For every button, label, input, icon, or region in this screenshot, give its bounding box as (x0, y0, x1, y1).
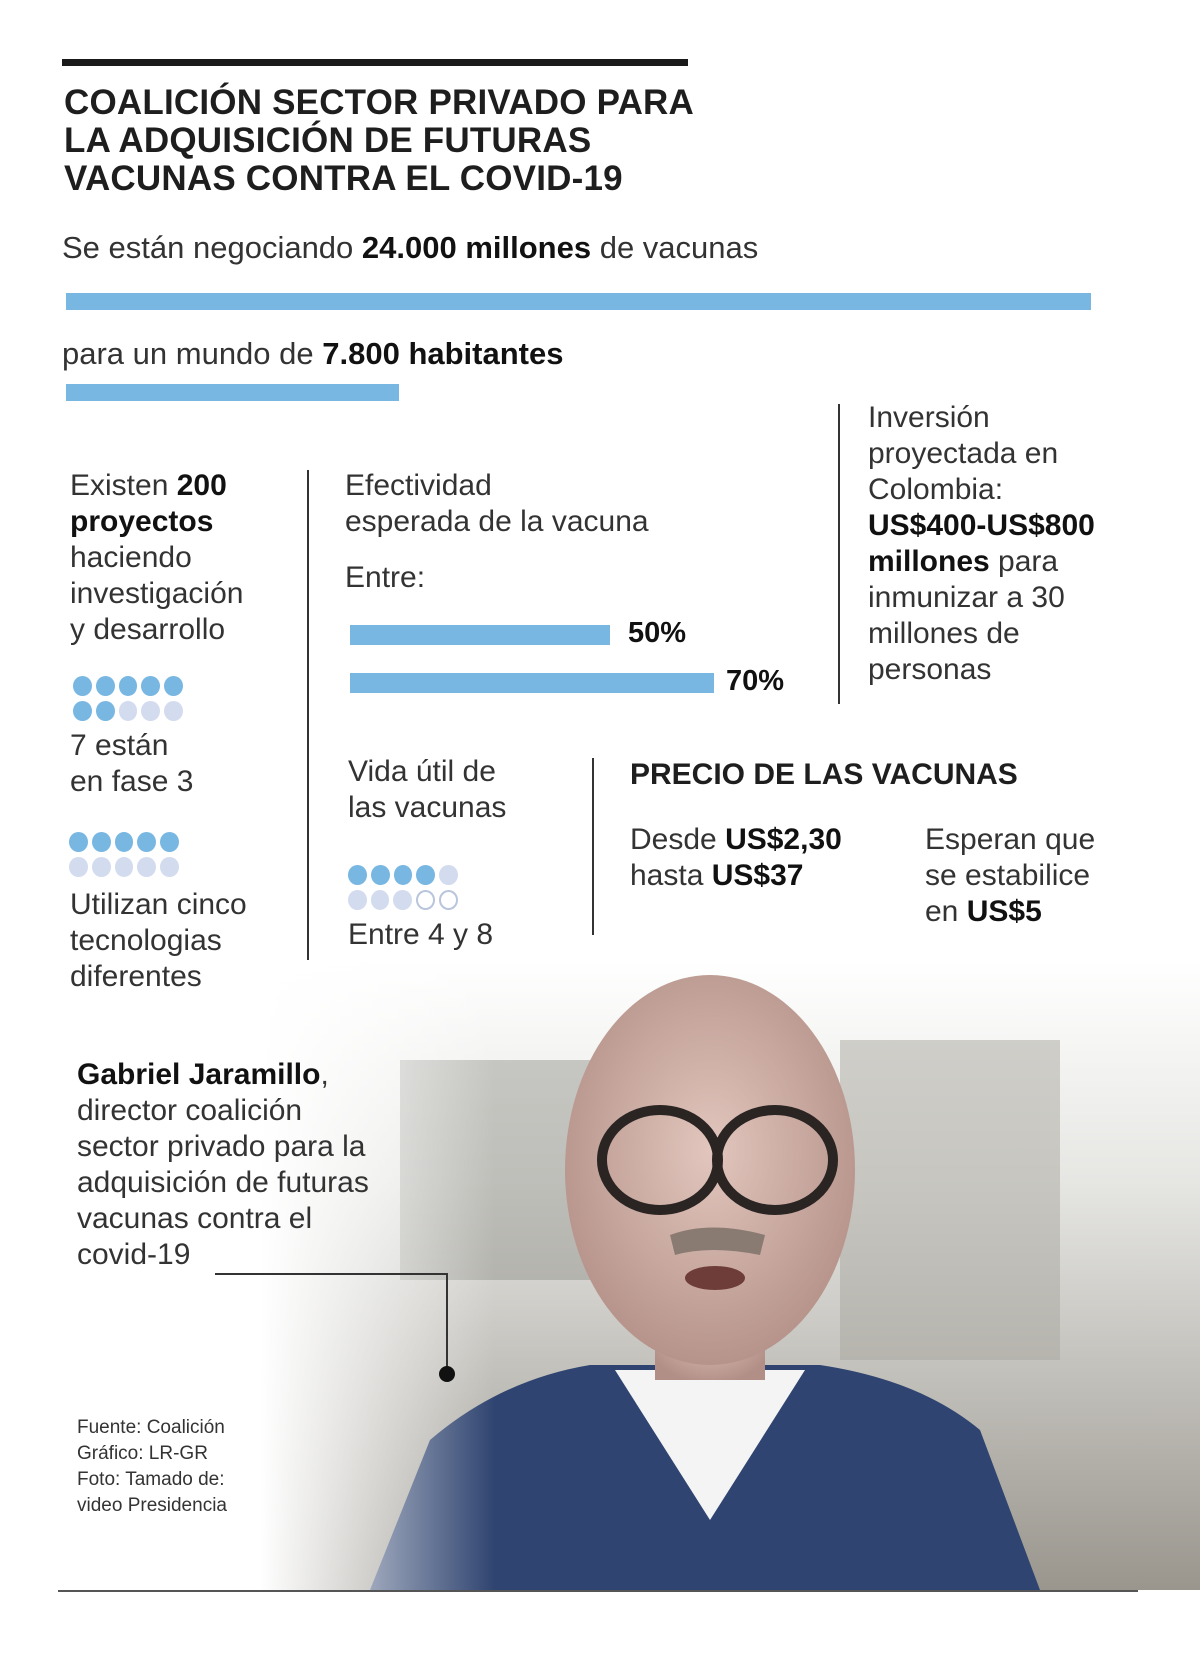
tech-line-2: tecnologias (70, 924, 222, 957)
negotiation-prefix: Se están negociando (62, 230, 362, 265)
shelf-life-dot-grid (348, 865, 458, 910)
caption-line-5: covid-19 (77, 1238, 191, 1271)
shelf-dot-row-2 (348, 890, 458, 910)
effectiveness-min-label: 50% (628, 617, 687, 649)
caption-comma: , (320, 1058, 329, 1091)
world-highlight: 7.800 habitantes (322, 336, 564, 371)
phase3-dot-empty (141, 701, 160, 721)
tech-dot-empty (69, 857, 88, 877)
investment-line-3: Colombia: (868, 473, 1004, 506)
investment-line-2: proyectada en (868, 437, 1059, 470)
negotiation-highlight: 24.000 millones (361, 230, 592, 265)
world-text (62, 336, 563, 372)
shelf-life-title (348, 754, 506, 826)
credits (77, 1415, 227, 1519)
shelf-dot (416, 865, 435, 885)
caption-line-1: director coalición (77, 1094, 303, 1127)
investment-after: para (989, 545, 1059, 578)
title-line-1: COALICIÓN SECTOR PRIVADO PARA (64, 83, 695, 122)
phase3-dot (73, 676, 92, 696)
projects-word: proyectos (70, 505, 214, 538)
credit-photo-1: Foto: Tamado de: (77, 1469, 225, 1490)
world-prefix: para un mundo de (62, 336, 323, 371)
investment-line-1: Inversión (868, 401, 990, 434)
investment-unit: millones (868, 545, 990, 578)
projects-prefix: Existen (70, 469, 177, 502)
leader-dot (439, 1366, 455, 1382)
shelf-dot (394, 865, 413, 885)
price-range (630, 822, 842, 894)
tech-dot (115, 832, 134, 852)
tech-dot (69, 832, 88, 852)
price-expectation (925, 822, 1095, 930)
title-line-3: VACUNAS CONTRA EL COVID-19 (64, 159, 623, 198)
investment-line-6: inmunizar a 30 (868, 581, 1065, 614)
tech-dot-empty (115, 857, 134, 877)
page-title (64, 84, 764, 198)
price-to-prefix: hasta (630, 859, 712, 892)
projects-line-4: investigación (70, 577, 244, 610)
shelf-life-line-1: Entre 4 y 8 (348, 918, 494, 951)
phase3-line-2: en fase 3 (70, 765, 194, 798)
phase3-dot-empty (119, 701, 138, 721)
tech-dot (137, 832, 156, 852)
shelf-dot-empty (416, 890, 435, 910)
credit-photo-2: video Presidencia (77, 1495, 227, 1516)
tech-dot (160, 832, 179, 852)
effectiveness-title (345, 468, 649, 540)
shelf-dot-empty (439, 890, 458, 910)
shelf-dot-light (371, 890, 390, 910)
tech-dot-grid (69, 832, 179, 877)
effectiveness-title-1: Efectividad (345, 469, 492, 502)
investment-line-8: personas (868, 653, 992, 686)
caption-line-4: vacunas contra el (77, 1202, 313, 1235)
effectiveness-bar-min (350, 625, 610, 645)
phase3-dot-empty (164, 701, 183, 721)
divider-right (838, 404, 840, 704)
price-expect-line-1: Esperan que (925, 823, 1096, 856)
shelf-dot-light (439, 865, 458, 885)
tech-dot-empty (92, 857, 111, 877)
effectiveness-bar-max (350, 673, 714, 693)
projects-count: 200 (176, 469, 227, 502)
investment-amount: US$400-US$800 (868, 509, 1095, 542)
credit-source: Fuente: Coalición (77, 1417, 225, 1438)
price-title: PRECIO DE LAS VACUNAS (630, 758, 1018, 791)
caption (77, 1057, 417, 1273)
caption-name: Gabriel Jaramillo (77, 1058, 321, 1091)
shelf-life-title-1: Vida útil de (348, 755, 496, 788)
phase3-dot (96, 676, 115, 696)
caption-leader-line (210, 1265, 460, 1385)
effectiveness-between: Entre: (345, 561, 426, 594)
shelf-dot-row-1 (348, 865, 458, 885)
negotiation-bar (66, 293, 1091, 310)
price-expect-value: US$5 (966, 895, 1042, 928)
top-rule (62, 59, 688, 66)
phase3-line-1: 7 están (70, 729, 169, 762)
shelf-dot-light (348, 890, 367, 910)
divider-price (592, 758, 594, 935)
negotiation-text (62, 230, 758, 266)
leader-path (215, 1274, 447, 1374)
price-expect-prefix: en (925, 895, 967, 928)
caption-line-3: adquisición de futuras (77, 1166, 369, 1199)
caption-line-2: sector privado para la (77, 1130, 366, 1163)
effectiveness-max-label: 70% (726, 665, 785, 697)
price-from-prefix: Desde (630, 823, 726, 856)
shelf-dot (348, 865, 367, 885)
divider-left (307, 470, 309, 995)
effectiveness-title-2: esperada de la vacuna (345, 505, 649, 538)
tech-line-3: diferentes (70, 960, 202, 993)
projects-line-5: y desarrollo (70, 613, 226, 646)
shelf-life-title-2: las vacunas (348, 791, 507, 824)
title-line-2: LA ADQUISICIÓN DE FUTURAS (64, 121, 592, 160)
credit-graphic: Gráfico: LR-GR (77, 1443, 208, 1464)
projects-text (70, 468, 300, 648)
investment-line-7: millones de (868, 617, 1020, 650)
tech-dot-row-2 (69, 857, 179, 877)
price-expect-line-2: se estabilice (925, 859, 1091, 892)
phase3-dot-row-1 (73, 676, 183, 696)
phase3-dot (73, 701, 92, 721)
shelf-dot (371, 865, 390, 885)
tech-line-1: Utilizan cinco (70, 888, 247, 921)
price-to-value: US$37 (711, 859, 804, 892)
bottom-rule (58, 1590, 1138, 1592)
phase3-dot (164, 676, 183, 696)
tech-text (70, 887, 247, 995)
negotiation-suffix: de vacunas (591, 230, 759, 265)
tech-dot-empty (160, 857, 179, 877)
shelf-dot-light (393, 890, 412, 910)
phase3-dot (96, 701, 115, 721)
phase3-dot (141, 676, 160, 696)
phase3-dot (119, 676, 138, 696)
phase3-dot-row-2 (73, 701, 183, 721)
tech-dot (92, 832, 111, 852)
projects-line-3: haciendo (70, 541, 192, 574)
phase3-dot-grid (73, 676, 183, 721)
phase3-text (70, 728, 193, 800)
tech-dot-row-1 (69, 832, 179, 852)
tech-dot-empty (137, 857, 156, 877)
price-from-value: US$2,30 (725, 823, 842, 856)
world-bar (66, 384, 399, 401)
investment-text (868, 400, 1168, 688)
